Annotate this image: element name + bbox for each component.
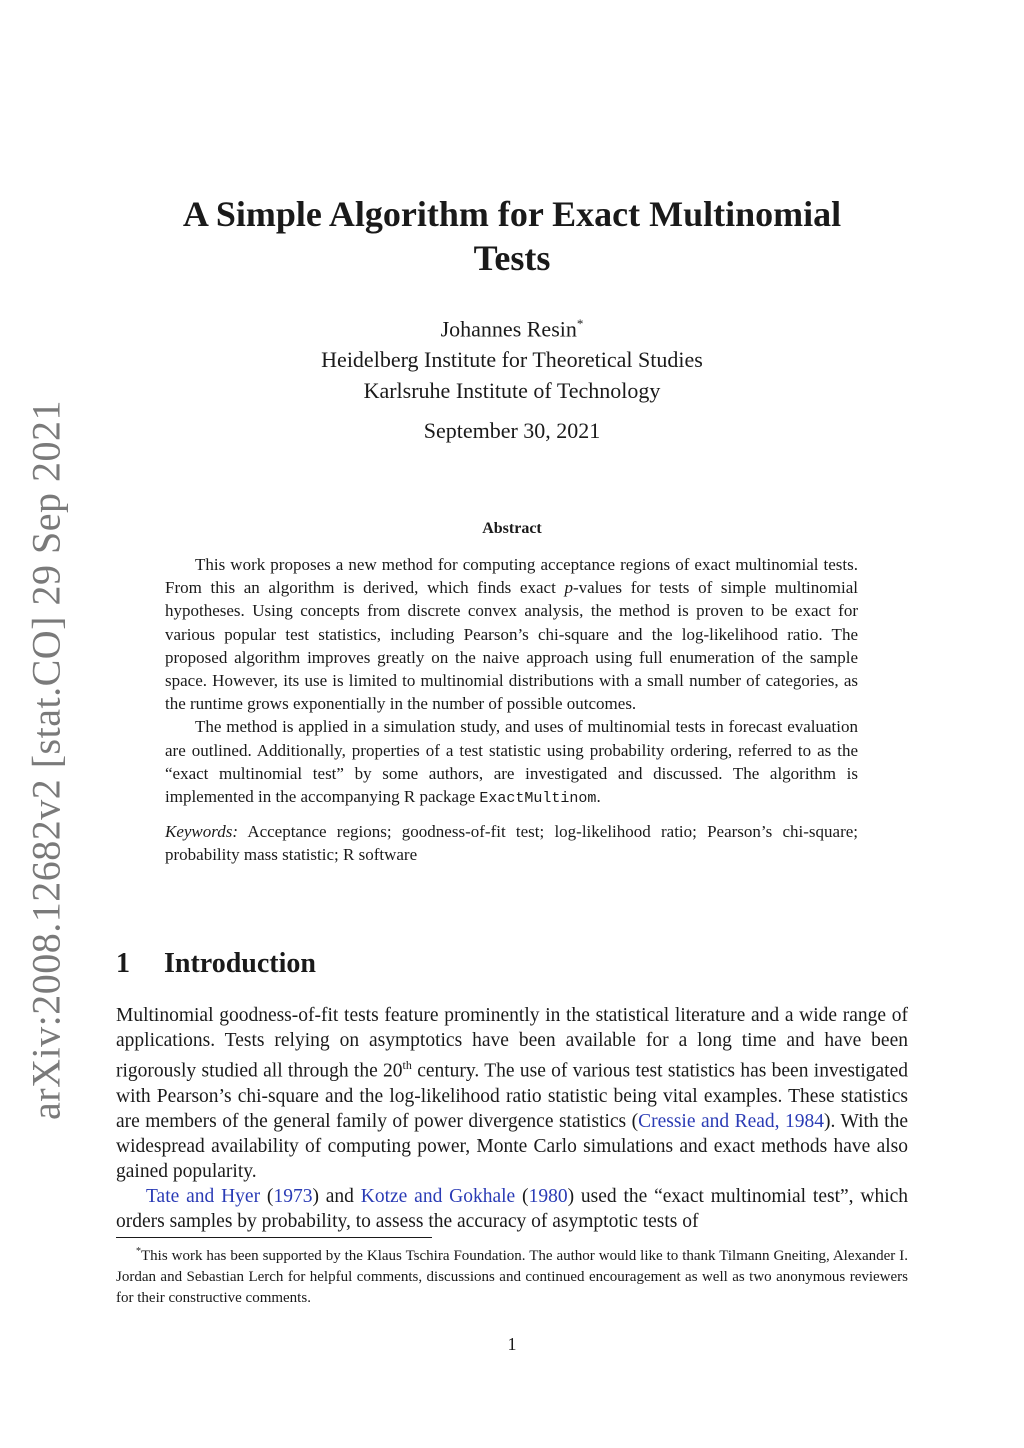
keywords-text: Acceptance regions; goodness-of-fit test; log-likelihood ratio; Pearson’s chi-square; probability mass statistic; R software [165, 822, 858, 865]
citation-link[interactable]: Tate and Hyer [146, 1185, 261, 1207]
footnote [116, 1241, 908, 1309]
citation-year-link[interactable]: 1980 [528, 1185, 568, 1207]
publication-date: September 30, 2021 [423, 418, 601, 443]
body-text: Multinomial goodness-of-fit tests feature prominently in the statistical literature and a wide range of applications. Tests relying on asymptotics have been available for a long time and have been rigorously studied all through the 20 [116, 1005, 908, 1082]
body-text: ( [260, 1185, 274, 1207]
arxiv-identifier: arXiv:2008.12682v2 [stat.CO] 29 Sep 2021 [23, 400, 69, 1120]
citation-link[interactable]: Cressie and Read, 1984 [638, 1110, 824, 1132]
package-name: ExactMultinom [479, 790, 597, 808]
body-paragraph [116, 1184, 908, 1234]
paper-title [112, 192, 912, 280]
keywords [165, 820, 858, 866]
footnote-mark: * [136, 1246, 141, 1257]
title-line-1: A Simple Algorithm for Exact Multinomial [182, 194, 842, 234]
abstract-text: The method is applied in a simulation study, and uses of multinomial tests in forecast evaluation are outlined. Additionally, properties of a test statistic using probability ordering, referred to as the “exact multinomial test” by some authors, are investigated and discussed. The algorithm is implemented in the accompanying R package [165, 717, 858, 807]
abstract-math-p: p [564, 578, 573, 598]
body-text: century. The use of various test statistics has been investigated with Pearson’s chi-square and the log-likelihood ratio statistic being vital examples. These statistics are members of the general family of power divergence statistics ( [116, 1060, 908, 1132]
section-title: Introduction [164, 948, 316, 979]
keywords-label: Keywords: [165, 822, 239, 842]
title-line-2: Tests [473, 238, 551, 278]
author-name: Johannes Resin [440, 316, 577, 342]
footnote-text: This work has been supported by the Klaus Tschira Foundation. The author would like to thank Tilmann Gneiting, Alexander I. Jordan and Sebastian Lerch for helpful comments, discussions and continued encouragement as well as two anonymous reviewers for their constructive comments. [116, 1248, 908, 1306]
abstract-text: This work proposes a new method for computing acceptance regions of exact multinomial tests. From this an algorithm is derived, which finds exact [165, 555, 858, 598]
abstract-heading: Abstract [482, 520, 542, 537]
footnote-divider [116, 1237, 432, 1238]
abstract-text: -values for tests of simple multinomial hypotheses. Using concepts from discrete convex analysis, the method is proven to be exact for various popular test statistics, including Pearson’s chi-square and the log-likelihood ratio. The proposed algorithm improves greatly on the naive approach using full enumeration of the sample space. However, its use is limited to multinomial distributions with a small number of categories, as the runtime grows exponentially in the number of possible outcomes. [165, 578, 858, 714]
page-number: 1 [507, 1334, 517, 1354]
abstract-paragraph [165, 553, 858, 715]
body-paragraph [116, 1003, 908, 1184]
body-text: ( [515, 1185, 529, 1207]
abstract-paragraph [165, 715, 858, 810]
abstract-body [165, 553, 858, 867]
section-heading [116, 948, 316, 980]
section-number: 1 [116, 948, 130, 979]
author-block [112, 308, 912, 406]
superscript: th [402, 1058, 412, 1072]
body-text: ). With the widespread availability of computing power, Monte Carlo simulations and exact methods have also gained popularity. [116, 1110, 908, 1182]
author-footnote-mark[interactable]: * [576, 316, 584, 331]
author-name-line [112, 308, 912, 344]
affiliation-1: Heidelberg Institute for Theoretical Studies [321, 347, 703, 373]
affiliation-2: Karlsruhe Institute of Technology [363, 378, 661, 404]
citation-link[interactable]: Kotze and Gokhale [360, 1185, 516, 1207]
body-text: ) and [312, 1185, 361, 1207]
introduction-body [116, 1003, 908, 1234]
citation-year-link[interactable]: 1973 [273, 1185, 313, 1207]
body-text: ) used the “exact multinomial test”, which orders samples by probability, to assess the accuracy of asymptotic tests of [116, 1185, 909, 1232]
abstract-text: . [596, 787, 601, 807]
